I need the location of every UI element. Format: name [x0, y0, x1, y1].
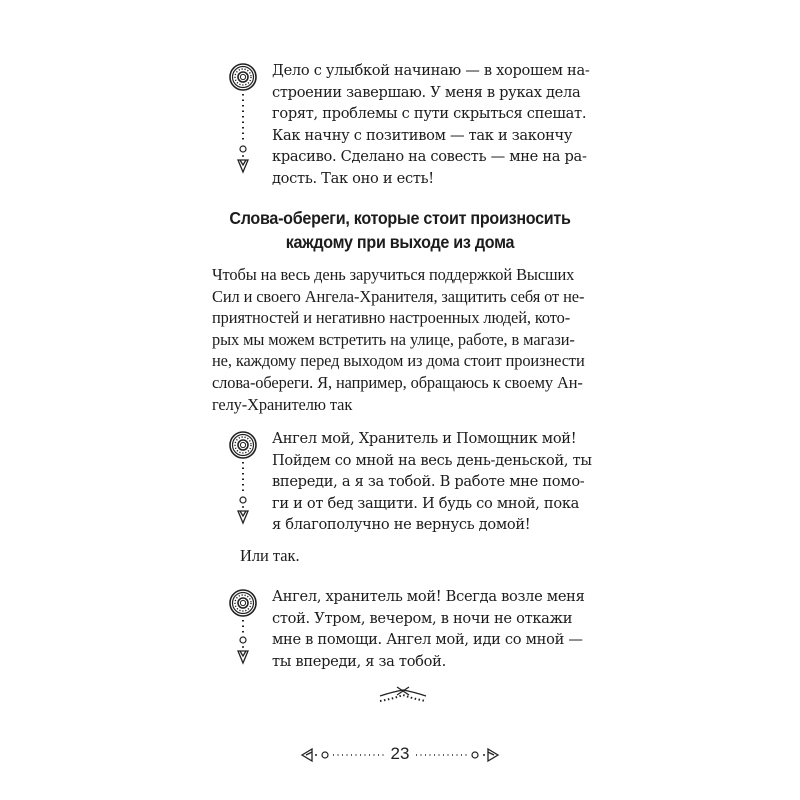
- page-number: 23: [390, 744, 410, 763]
- mandala-pendulum-icon: [228, 62, 258, 182]
- prayer-text: Ангел мой, Хранитель и Помощник мой! Пойдем со мной на весь день-деньской, ты впереди, а я за тобой. В работе мне помо- ги и от бед защити. И будь со мной, пока я благополучно не вернусь домой!: [272, 430, 592, 534]
- ornament-divider-icon: [378, 684, 428, 708]
- prayer-text: Ангел, хранитель мой! Всегда возле меня стой. Утром, вечером, в ночи не откажи мне в помощи. Ангел мой, иди со мной — ты впереди, я за тобой.: [272, 588, 585, 670]
- mandala-pendulum-icon: [228, 430, 258, 530]
- page-footer: [300, 744, 500, 766]
- body-paragraph: Чтобы на весь день заручиться поддержкой Высших Сил и своего Ангела-Хранителя, защитить себя от не- приятностей и негативно настроенных людей, кото- рых мы можем встретить на улице, работе, в магази- не, каждому перед выходом из дома стоит произнести слова-обереги. Я, например, обращаюсь к своему Ан- гелу-Хранителю так: [212, 265, 585, 414]
- mandala-pendulum-icon: [228, 588, 258, 678]
- or-so-text: Или так.: [240, 546, 300, 565]
- prayer-text: Дело с улыбкой начинаю — в хорошем на- строении завершаю. У меня в руках дела горят, проблемы с пути скрыться спешат. Как начну с позитивом — так и закончу красиво. Сделано на совесть — мне на ра- дость. Так оно и есть!: [272, 62, 590, 187]
- section-heading: Слова-обереги, которые стоит произносить каждому при выходе из дома: [229, 208, 571, 252]
